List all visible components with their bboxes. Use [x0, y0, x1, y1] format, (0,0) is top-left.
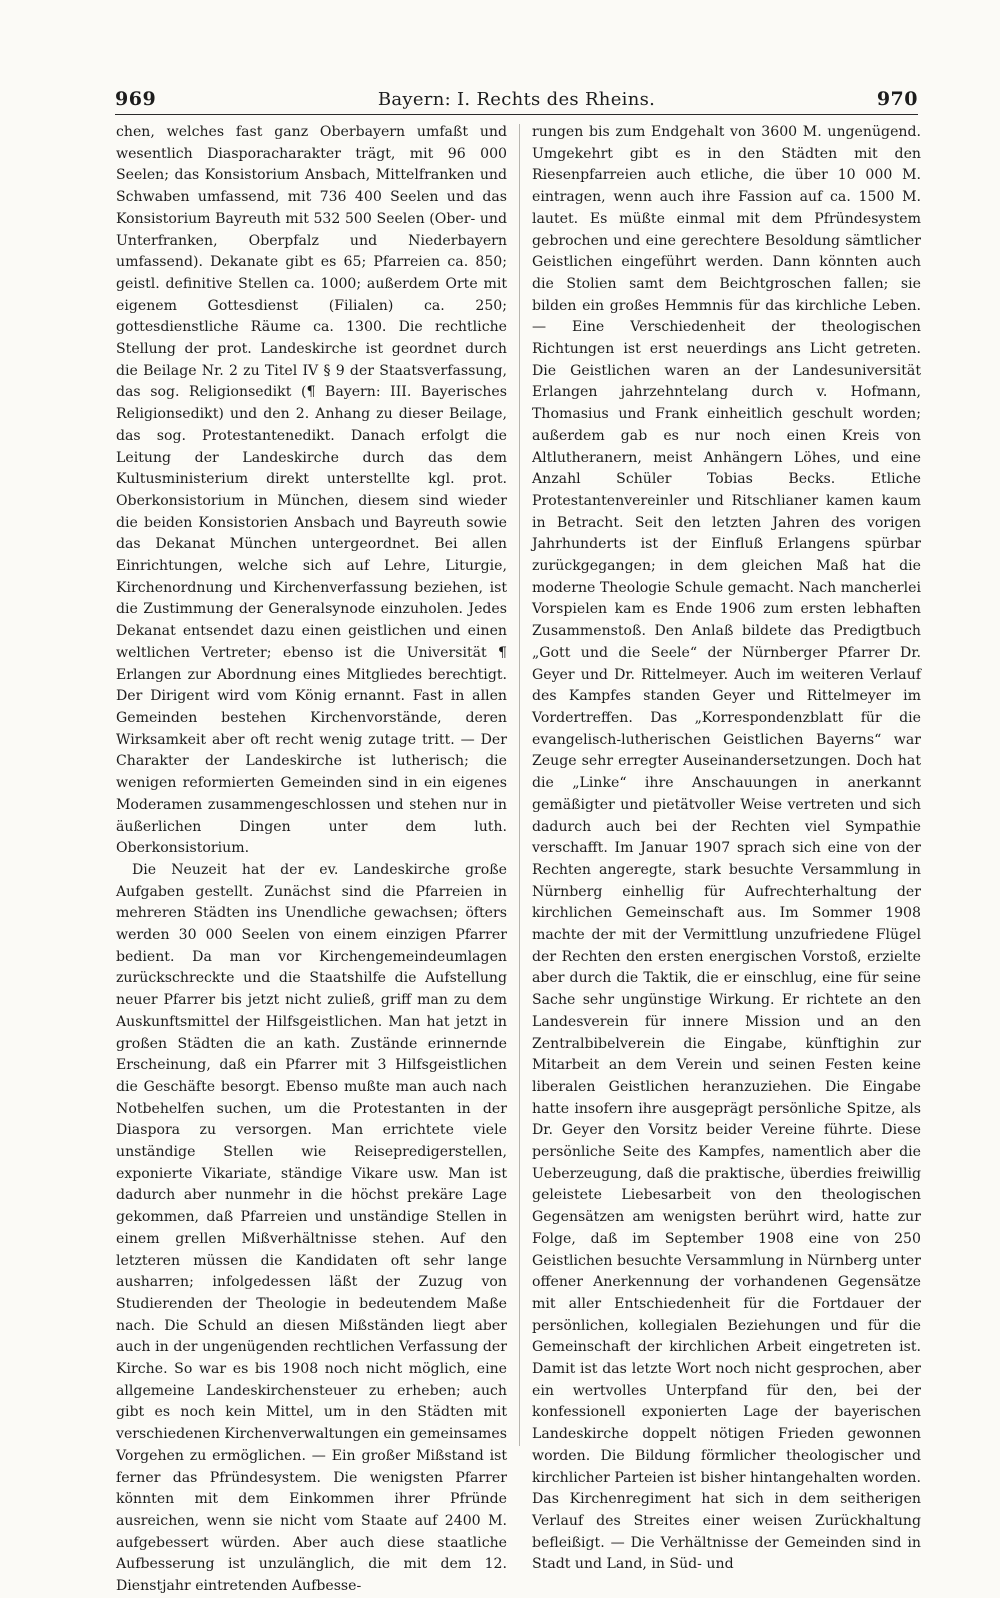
- right-text-column: [532, 122, 921, 1573]
- running-header: [115, 82, 918, 115]
- left-page-number: 969: [115, 88, 157, 110]
- running-title: Bayern: I. Rechts des Rheins.: [377, 89, 656, 110]
- right-paragraph-1: rungen bis zum Endgehalt von 3600 M. ungenügend. Umgekehrt gibt es in den Städten mit den Riesenpfarreien auch etliche, die über 10 000 M. eintragen, wenn auch ihre Fassion auf ca. 1500 M. lautet. Es müßte einmal mit dem Pfründesystem gebrochen und eine gerechtere Besoldung sämtlicher Geistlichen eingeführt werden. Dann könnten auch die Stolien samt dem Beichtgroschen fallen; sie bilden ein großes Hemmnis für das kirchliche Leben. — Eine Verschiedenheit der theologischen Richtungen ist erst neuerdings ans Licht getreten. Die Geistlichen waren an der Landesuniversität Erlangen jahrzehntelang durch v. Hofmann, Thomasius und Frank einheitlich geschult worden; außerdem gab es nur noch einen Kreis von Altlutheranern, meist Anhängern Löhes, und eine Anzahl Schüler Tobias Becks. Etliche Protestantenvereinler und Ritschlianer kamen kaum in Betracht. Seit den letzten Jahren des vorigen Jahrhunderts ist der Einfluß Erlangens spürbar zurückgegangen; in dem gleichen Maß hat die moderne Theologie Schule gemacht. Nach mancherlei Vorspielen kam es Ende 1906 zum ersten lebhaften Zusammenstoß. Den Anlaß bildete das Predigtbuch „Gott und die Seele“ der Nürnberger Pfarrer Dr. Geyer und Dr. Rittelmeyer. Auch im weiteren Verlauf des Kampfes standen Geyer und Rittelmeyer im Vordertreffen. Das „Korrespondenzblatt für die evangelisch-lutherischen Geistlichen Bayerns“ war Zeuge sehr erregter Auseinandersetzungen. Doch hat die „Linke“ ihre Anschauungen in anerkannt gemäßigter und pietätvoller Weise vertreten und sich dadurch auch bei der Rechten viel Sympathie verschafft. Im Januar 1907 sprach sich eine von der Rechten angeregte, stark besuchte Versammlung in Nürnberg einhellig für Aufrechterhaltung der kirchlichen Gemeinschaft aus. Im Sommer 1908 machte der mit der Vermittlung unzufriedene Flügel der Rechten den ersten energischen Vorstoß, erzielte aber durch die Taktik, die er einschlug, eine für seine Sache sehr ungünstige Wirkung. Er richtete an den Landesverein für innere Mission und an den Zentralbibelverein die Eingabe, künftighin zur Mitarbeit an dem Verein und seinen Festen keine liberalen Geistlichen heranzuziehen. Die Eingabe hatte insofern ihre ausgeprägt persönliche Spitze, als Dr. Geyer den Vorsitz beider Vereine führte. Diese persönliche Seite des Kampfes, namentlich aber die Ueberzeugung, daß die praktische, überdies freiwillig geleistete Liebesarbeit von den theologischen Gegensätzen am wenigsten berührt wird, hatte zur Folge, daß im September 1908 eine von 250 Geistlichen besuchte Versammlung in Nürnberg unter offener Anerkennung der vorhandenen Gegensätze mit aller Entschiedenheit für die Fortdauer der persönlichen, kollegialen Beziehungen und für die Gemeinschaft der kirchlichen Arbeit eingetreten ist. Damit ist das letzte Wort noch nicht gesprochen, aber ein wertvolles Unterpfand für den, bei der konfessionell exponierten Lage der bayerischen Landeskirche doppelt nötigen Frieden gewonnen worden. Die Bildung förmlicher theologischer und kirchlicher Parteien ist bisher hintangehalten worden. Das Kirchenregiment hat sich in dem seitherigen Verlauf des Streites einer weisen Zurückhaltung befleißigt. — Die Verhältnisse der Gemeinden sind in Stadt und Land, in Süd- und: [532, 124, 921, 1573]
- left-text-column: [116, 122, 507, 1595]
- left-paragraph-1: chen, welches fast ganz Oberbayern umfaßt und wesentlich Diasporacharakter trägt, mit 96 000 Seelen; das Konsistorium Ansbach, Mittelfranken und Schwaben umfassend, mit 736 400 Seelen und das Konsistorium Bayreuth mit 532 500 Seelen (Ober- und Unterfranken, Oberpfalz und Niederbayern umfassend). Dekanate gibt es 65; Pfarreien ca. 850; geistl. definitive Stellen ca. 1000; außerdem Orte mit eigenem Gottesdienst (Filialen) ca. 250; gottesdienstliche Räume ca. 1300. Die rechtliche Stellung der prot. Landeskirche ist geordnet durch die Beilage Nr. 2 zu Titel IV § 9 der Staatsverfassung, das sog. Religionsedikt (¶ Bayern: III. Bayerisches Religionsedikt) und den 2. Anhang zu dieser Beilage, das sog. Protestantenedikt. Danach erfolgt die Leitung der Landeskirche durch das dem Kultusministerium direkt unterstellte kgl. prot. Oberkonsistorium in München, diesem sind wieder die beiden Konsistorien Ansbach und Bayreuth sowie das Dekanat München untergeordnet. Bei allen Einrichtungen, welche sich auf Lehre, Liturgie, Kirchenordnung und Kirchenverfassung beziehen, ist die Zustimmung der Generalsynode einzuholen. Jedes Dekanat entsendet dazu einen geistlichen und einen weltlichen Vertreter; ebenso ist die Universität ¶ Erlangen zur Abordnung eines Mitgliedes berechtigt. Der Dirigent wird vom König ernannt. Fast in allen Gemeinden bestehen Kirchenvorstände, deren Wirksamkeit aber oft recht wenig zutage tritt. — Der Charakter der Landeskirche ist lutherisch; die wenigen reformierten Gemeinden sind in ein eigenes Moderamen zusammengeschlossen und stehen nur in äußerlichen Dingen unter dem luth. Oberkonsistorium.: [116, 124, 507, 857]
- right-page-number: 970: [876, 88, 918, 110]
- column-divider: [519, 124, 520, 1446]
- left-paragraph-2: Die Neuzeit hat der ev. Landeskirche große Aufgaben gestellt. Zunächst sind die Pfarreien in mehreren Städten ins Unendliche gewachsen; öfters werden 30 000 Seelen von einem einzigen Pfarrer bedient. Da man vor Kirchengemeindeumlagen zurückschreckte und die Staatshilfe die Aufstellung neuer Pfarrer bis jetzt nicht zuließ, griff man zu dem Auskunftsmittel der Hilfsgeistlichen. Man hat jetzt in großen Städten die an kath. Zustände erinnernde Erscheinung, daß ein Pfarrer mit 3 Hilfsgeistlichen die Geschäfte besorgt. Ebenso mußte man auch nach Notbehelfen suchen, um die Protestanten in der Diaspora zu versorgen. Man errichtete viele unständige Stellen wie Reisepredigerstellen, exponierte Vikariate, ständige Vikare usw. Man ist dadurch aber nunmehr in die höchst prekäre Lage gekommen, daß Pfarreien und unständige Stellen in einem grellen Mißverhältnisse stehen. Auf den letzteren müssen die Kandidaten oft sehr lange ausharren; infolgedessen läßt der Zuzug von Studierenden der Theologie in bedeutendem Maße nach. Die Schuld an diesen Mißständen liegt aber auch in der ungenügenden rechtlichen Verfassung der Kirche. So war es bis 1908 noch nicht möglich, eine allgemeine Landeskirchensteuer zu erheben; auch gibt es noch kein Mittel, um in den Städten mit verschiedenen Kirchenverwaltungen ein gemeinsames Vorgehen zu ermöglichen. — Ein großer Mißstand ist ferner das Pfründesystem. Die wenigsten Pfarrer könnten mit dem Einkommen ihrer Pfründe ausreichen, wenn sie nicht vom Staate auf 2400 M. aufgebessert würden. Aber auch diese staatliche Aufbesserung ist unzulänglich, die mit dem 12. Dienstjahr eintretenden Aufbesse-: [116, 861, 507, 1595]
